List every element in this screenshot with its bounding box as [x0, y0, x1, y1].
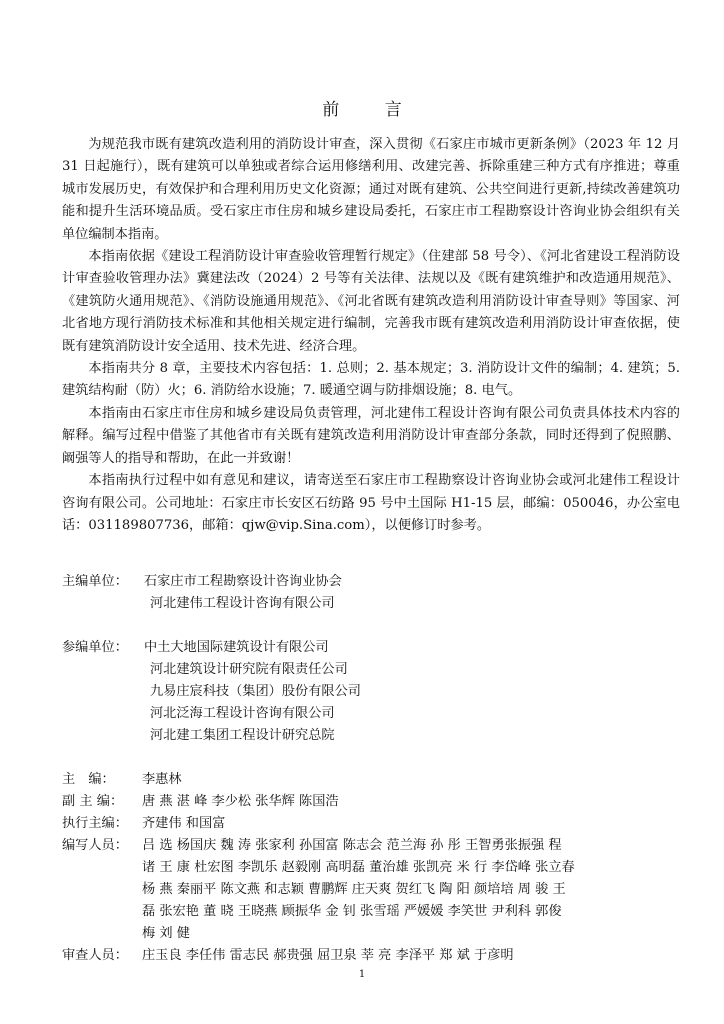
executive-editor-label: 执行主编： [62, 816, 128, 831]
writers-label: 编写人员： [62, 838, 128, 853]
paragraph: 本指南共分 8 章，主要技术内容包括：1. 总则；2. 基本规定；3. 消防设计文件的编制；4. 建筑；5. 建筑结构耐（防）火；6. 消防给水设施；7. 暖通空调与防排烟设施；8. 电气。 [62, 361, 680, 399]
participant-units-label: 参编单位： [62, 640, 128, 655]
participant-unit: 中土大地国际建筑设计有限公司 [144, 640, 329, 655]
editor-unit: 石家庄市工程勘察设计咨询业协会 [144, 574, 342, 589]
paragraph: 本指南依据《建设工程消防设计审查验收管理暂行规定》（住建部 58 号令）、《河北省建设工程消防设计审查验收管理办法》冀建法改（2024）2 号等有关法律、法规以及《既有建筑维护和改造通用规范》、《建筑防火通用规范》、《消防设施通用规范》、《河北省既有建筑改造利用消防设计审查导则》等国家、河北省地方现行消防技术标准和其他相关规定进行编制，完善我市既有建筑改造利用消防设计审查依据，使既有建筑消防设计安全适用、技术先进、经济合理。 [62, 249, 680, 354]
page-number: 1 [358, 969, 366, 980]
writers-line: 磊 张宏艳 董 晓 王晓燕 顾振华 金 钊 张雪瑶 严媛媛 李笑世 尹利科 郭俊 [142, 904, 562, 919]
participant-unit: 河北建工集团工程设计研究总院 [150, 728, 335, 743]
page-title: 前 言 [322, 100, 422, 120]
reviewers-names: 庄玉良 李任伟 雷志民 郝贵强 屈卫泉 莘 亮 李泽平 郑 斌 于彦明 [142, 948, 514, 963]
participant-unit: 九易庄宸科技（集团）股份有限公司 [150, 684, 361, 699]
participant-unit: 河北建筑设计研究院有限责任公司 [150, 662, 348, 677]
paragraph: 本指南由石家庄市住房和城乡建设局负责管理，河北建伟工程设计咨询有限公司负责具体技术内容的解释。编写过程中借鉴了其他省市有关既有建筑改造利用消防设计审查部分条款，同时还得到了倪照鹏、阚强等人的指导和帮助，在此一并致谢！ [62, 405, 680, 466]
writers-line: 杨 燕 秦丽平 陈文燕 和志颖 曹鹏辉 庄天爽 贺红飞 陶 阳 颜培培 周 骏 王 [142, 882, 566, 897]
personnel-block [62, 769, 682, 967]
editor-units-block [62, 571, 342, 615]
editor-units-label: 主编单位： [62, 574, 128, 589]
vice-chief-names: 唐 燕 湛 峰 李少松 张华辉 陈国浩 [142, 794, 339, 809]
participant-unit: 河北泛海工程设计咨询有限公司 [150, 706, 335, 721]
vice-chief-label: 副 主 编： [62, 794, 124, 809]
executive-editor-names: 齐建伟 和国富 [142, 816, 226, 831]
writers-line: 诸 王 康 杜宏图 李凯乐 赵毅刚 高明磊 董治雄 张凯亮 米 行 李岱峰 张立春 [142, 860, 575, 875]
reviewers-label: 审查人员： [62, 948, 128, 963]
chief-editor-names: 李惠林 [142, 772, 182, 787]
paragraph: 本指南执行过程中如有意见和建议，请寄送至石家庄市工程勘察设计咨询业协会或河北建伟工程设计咨询有限公司。公司地址：石家庄市长安区石纺路 95 号中土国际 H1-15 层，邮编：050046，办公室电话：031189807736，邮箱：qjw@vip.Sina.com），以便修订时参考。 [62, 473, 680, 533]
preface-body [62, 134, 680, 537]
writers-line: 梅 刘 健 [142, 926, 190, 941]
chief-editor-label: 主 编： [62, 772, 115, 787]
writers-line: 吕 选 杨国庆 魏 涛 张家利 孙国富 陈志会 范兰海 孙 彤 王智勇张振强 程 [142, 838, 562, 853]
participant-units-block [62, 637, 361, 747]
paragraph: 为规范我市既有建筑改造利用的消防设计审查，深入贯彻《石家庄市城市更新条例》（2023 年 12 月 31 日起施行），既有建筑可以单独或者综合运用修缮利用、改建完善、拆除重建三种方式有序推进；尊重城市发展历史，有效保护和合理利用历史文化资源；通过对既有建筑、公共空间进行更新,持续改善建筑功能和提升生活环境品质。受石家庄市住房和城乡建设局委托，石家庄市工程勘察设计咨询业协会组织有关单位编制本指南。 [62, 137, 680, 242]
editor-unit: 河北建伟工程设计咨询有限公司 [150, 596, 335, 611]
